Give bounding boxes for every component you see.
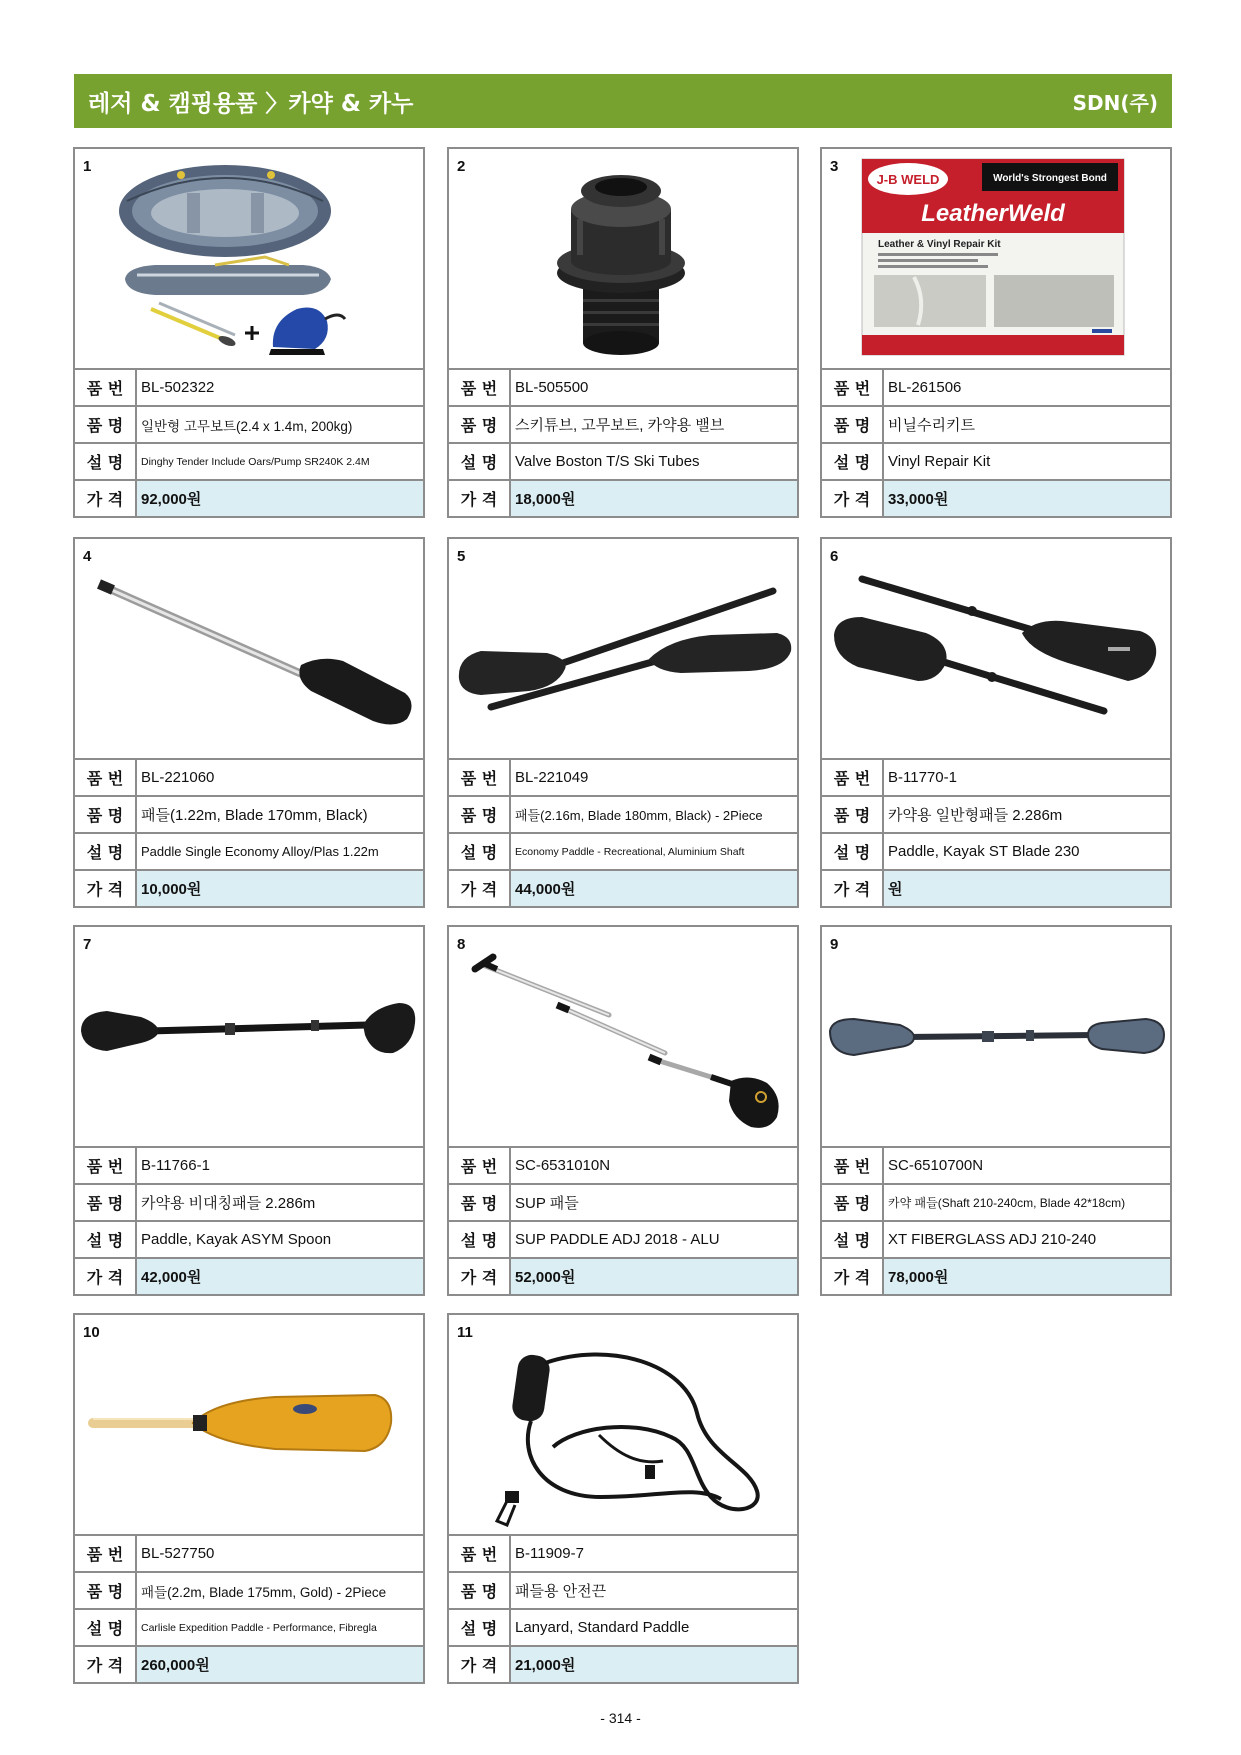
name-label: 품 명 — [449, 797, 511, 832]
lanyard-icon — [449, 1315, 797, 1534]
product-image-area — [449, 539, 797, 760]
code-row — [822, 760, 1170, 797]
name-row — [75, 797, 423, 834]
product-price: 18,000원 — [511, 481, 797, 516]
oars — [151, 303, 237, 348]
name-label: 품 명 — [75, 1185, 137, 1220]
product-description: Paddle, Kayak ASYM Spoon — [141, 1231, 332, 1248]
product-number: 4 — [83, 548, 92, 565]
product-description: SUP PADDLE ADJ 2018 - ALU — [515, 1231, 720, 1248]
code-label: 품 번 — [75, 1536, 137, 1571]
description-row — [822, 444, 1170, 481]
price-label: 가 격 — [449, 481, 511, 516]
product-description: Paddle Single Economy Alloy/Plas 1.22m — [141, 844, 379, 859]
code-label: 품 번 — [449, 760, 511, 795]
product-price: 33,000원 — [884, 481, 1170, 516]
price-label: 가 격 — [75, 1259, 137, 1294]
code-label: 품 번 — [75, 760, 137, 795]
price-row — [75, 871, 423, 906]
price-label: 가 격 — [449, 1259, 511, 1294]
product-card — [447, 925, 799, 1296]
category-title: 레저 & 캠핑용품 〉카약 & 카누 — [88, 90, 414, 117]
product-number: 8 — [457, 936, 466, 953]
description-row — [449, 834, 797, 871]
product-card — [447, 537, 799, 908]
sup-handle-section — [475, 957, 609, 1015]
product-image-area — [449, 149, 797, 370]
description-label: 설 명 — [75, 1222, 137, 1257]
product-image-area — [75, 539, 423, 760]
product-description: Paddle, Kayak ST Blade 230 — [888, 843, 1080, 860]
name-row — [822, 407, 1170, 444]
product-code: B-11770-1 — [888, 769, 957, 786]
product-price: 21,000원 — [511, 1647, 797, 1682]
single-blade-paddle — [99, 584, 412, 725]
product-name: 카약용 비대칭패들 2.286m — [141, 1195, 316, 1212]
product-price: 78,000원 — [884, 1259, 1170, 1294]
product-price: 92,000원 — [137, 481, 423, 516]
product-image-area — [822, 149, 1170, 370]
name-row — [449, 1573, 797, 1610]
description-row — [822, 1222, 1170, 1259]
product-code: B-11909-7 — [515, 1545, 584, 1562]
fiberglass-kayak-paddle — [830, 1019, 1164, 1055]
product-card — [73, 537, 425, 908]
package-subtitle: Leather & Vinyl Repair Kit — [878, 239, 1001, 250]
repair-kit-package — [862, 159, 1124, 355]
product-name: 패들(2.2m, Blade 175mm, Gold) - 2Piece — [141, 1584, 387, 1600]
sup-paddle-icon — [449, 927, 797, 1146]
description-row — [449, 1222, 797, 1259]
code-label: 품 번 — [449, 370, 511, 405]
raft-side-view — [125, 257, 331, 295]
paddle-lanyard — [497, 1353, 758, 1525]
product-brand-text: LeatherWeld — [921, 200, 1065, 227]
product-name: 패들용 안전끈 — [515, 1583, 607, 1600]
price-label: 가 격 — [822, 1259, 884, 1294]
product-number: 9 — [830, 936, 839, 953]
product-number: 6 — [830, 548, 839, 565]
raft-icon — [75, 149, 423, 368]
product-card — [820, 537, 1172, 908]
product-code: BL-527750 — [141, 1545, 215, 1562]
product-image-area — [822, 927, 1170, 1148]
description-row — [449, 1610, 797, 1647]
description-row — [75, 444, 423, 481]
name-row — [449, 797, 797, 834]
sup-middle-section — [557, 1005, 665, 1053]
name-row — [822, 797, 1170, 834]
product-code: BL-505500 — [515, 379, 589, 396]
paddle-icon — [75, 1315, 423, 1534]
code-row — [449, 760, 797, 797]
slogan-text: World's Strongest Bond — [993, 173, 1107, 184]
code-row — [75, 760, 423, 797]
product-card — [820, 147, 1172, 518]
asymmetric-kayak-paddle — [81, 1003, 415, 1053]
product-description: Lanyard, Standard Paddle — [515, 1619, 690, 1636]
price-row — [449, 1259, 797, 1294]
code-label: 품 번 — [449, 1148, 511, 1183]
name-label: 품 명 — [822, 407, 884, 442]
product-price: 42,000원 — [137, 1259, 423, 1294]
product-name: 비닐수리키트 — [888, 417, 975, 434]
product-code: BL-261506 — [888, 379, 962, 396]
name-row — [75, 407, 423, 444]
name-label: 품 명 — [449, 1185, 511, 1220]
product-image-area — [75, 927, 423, 1148]
product-card — [447, 147, 799, 518]
description-row — [75, 1222, 423, 1259]
name-label: 품 명 — [75, 797, 137, 832]
product-number: 11 — [457, 1324, 473, 1341]
product-number: 10 — [83, 1324, 100, 1341]
product-price: 52,000원 — [511, 1259, 797, 1294]
product-card — [73, 1313, 425, 1684]
plus-sign — [245, 326, 259, 340]
price-row — [822, 481, 1170, 516]
description-row — [449, 444, 797, 481]
code-label: 품 번 — [822, 370, 884, 405]
description-label: 설 명 — [822, 444, 884, 479]
product-card — [73, 925, 425, 1296]
product-price: 44,000원 — [511, 871, 797, 906]
product-name: SUP 패들 — [515, 1195, 579, 1212]
product-code: BL-221049 — [515, 769, 589, 786]
category-header — [74, 74, 1172, 128]
valve-icon — [449, 149, 797, 368]
code-row — [449, 1536, 797, 1573]
product-price: 260,000원 — [137, 1647, 423, 1682]
product-description: Carlisle Expedition Paddle - Performance, Fibregla — [141, 1621, 377, 1634]
sup-blade-section — [649, 1057, 779, 1128]
price-row — [75, 1259, 423, 1294]
price-row — [822, 1259, 1170, 1294]
product-description: Dinghy Tender Include Oars/Pump SR240K 2.4M — [141, 455, 370, 468]
product-name: 일반형 고무보트(2.4 x 1.4m, 200kg) — [141, 418, 353, 434]
product-code: SC-6510700N — [888, 1157, 984, 1174]
name-row — [449, 1185, 797, 1222]
company-name: SDN(주) — [1072, 90, 1158, 115]
price-row — [449, 481, 797, 516]
description-label: 설 명 — [449, 1610, 511, 1645]
code-row — [75, 370, 423, 407]
product-number: 2 — [457, 158, 466, 175]
product-image-area — [449, 927, 797, 1148]
brand-logo-text: J-B WELD — [876, 172, 940, 187]
name-label: 품 명 — [75, 407, 137, 442]
paddle-icon — [75, 927, 423, 1146]
product-name: 카약용 일반형패들 2.286m — [888, 807, 1063, 824]
name-label: 품 명 — [822, 1185, 884, 1220]
description-label: 설 명 — [75, 1610, 137, 1645]
product-name: 스키튜브, 고무보트, 카약용 밸브 — [515, 417, 725, 434]
product-number: 1 — [83, 158, 92, 175]
code-row — [449, 1148, 797, 1185]
description-label: 설 명 — [822, 1222, 884, 1257]
product-number: 3 — [830, 158, 839, 175]
price-row — [822, 871, 1170, 906]
name-label: 품 명 — [75, 1573, 137, 1608]
name-row — [822, 1185, 1170, 1222]
description-row — [822, 834, 1170, 871]
code-row — [75, 1536, 423, 1573]
code-row — [822, 370, 1170, 407]
description-label: 설 명 — [449, 1222, 511, 1257]
product-image-area — [75, 149, 423, 370]
paddle-icon — [822, 927, 1170, 1146]
product-number: 5 — [457, 548, 466, 565]
product-image-area — [75, 1315, 423, 1536]
product-price: 원 — [884, 871, 1170, 906]
name-row — [449, 407, 797, 444]
description-label: 설 명 — [449, 444, 511, 479]
page-number: - 314 - — [600, 1710, 641, 1726]
description-row — [75, 834, 423, 871]
product-code: SC-6531010N — [515, 1157, 611, 1174]
product-code: BL-502322 — [141, 379, 215, 396]
product-image-area — [822, 539, 1170, 760]
product-card — [447, 1313, 799, 1684]
price-row — [75, 481, 423, 516]
product-description: Economy Paddle - Recreational, Aluminium Shaft — [515, 845, 745, 858]
name-label: 품 명 — [449, 407, 511, 442]
name-label: 품 명 — [449, 1573, 511, 1608]
name-row — [75, 1573, 423, 1610]
price-row — [449, 1647, 797, 1682]
name-row — [75, 1185, 423, 1222]
description-label: 설 명 — [822, 834, 884, 869]
gold-fibreglass-paddle — [93, 1395, 391, 1451]
product-description: Vinyl Repair Kit — [888, 453, 991, 470]
code-row — [822, 1148, 1170, 1185]
raft-top-view — [119, 165, 331, 257]
code-label: 품 번 — [822, 760, 884, 795]
code-label: 품 번 — [75, 370, 137, 405]
repair-kit-icon — [822, 149, 1170, 368]
price-label: 가 격 — [822, 871, 884, 906]
product-code: BL-221060 — [141, 769, 215, 786]
product-name: 패들(1.22m, Blade 170mm, Black) — [141, 807, 368, 824]
paddle-icon — [75, 539, 423, 758]
code-row — [449, 370, 797, 407]
product-description: Valve Boston T/S Ski Tubes — [515, 453, 700, 470]
price-label: 가 격 — [75, 481, 137, 516]
code-label: 품 번 — [449, 1536, 511, 1571]
price-row — [449, 871, 797, 906]
product-description: XT FIBERGLASS ADJ 210-240 — [888, 1231, 1097, 1248]
code-row — [75, 1148, 423, 1185]
price-label: 가 격 — [75, 871, 137, 906]
price-label: 가 격 — [822, 481, 884, 516]
description-label: 설 명 — [75, 444, 137, 479]
product-image-area — [449, 1315, 797, 1536]
code-label: 품 번 — [822, 1148, 884, 1183]
code-label: 품 번 — [75, 1148, 137, 1183]
product-price: 10,000원 — [137, 871, 423, 906]
name-label: 품 명 — [822, 797, 884, 832]
valve — [557, 175, 685, 355]
product-name: 카약 패들(Shaft 210-240cm, Blade 42*18cm) — [888, 1196, 1126, 1210]
price-label: 가 격 — [75, 1647, 137, 1682]
foot-pump — [269, 308, 345, 356]
paddle-icon — [822, 539, 1170, 758]
product-name: 패들(2.16m, Blade 180mm, Black) - 2Piece — [515, 808, 763, 823]
description-label: 설 명 — [75, 834, 137, 869]
description-label: 설 명 — [449, 834, 511, 869]
product-number: 7 — [83, 936, 92, 953]
description-row — [75, 1610, 423, 1647]
paddle-icon — [449, 539, 797, 758]
product-card — [820, 925, 1172, 1296]
product-code: B-11766-1 — [141, 1157, 210, 1174]
price-label: 가 격 — [449, 1647, 511, 1682]
product-card — [73, 147, 425, 518]
price-row — [75, 1647, 423, 1682]
price-label: 가 격 — [449, 871, 511, 906]
